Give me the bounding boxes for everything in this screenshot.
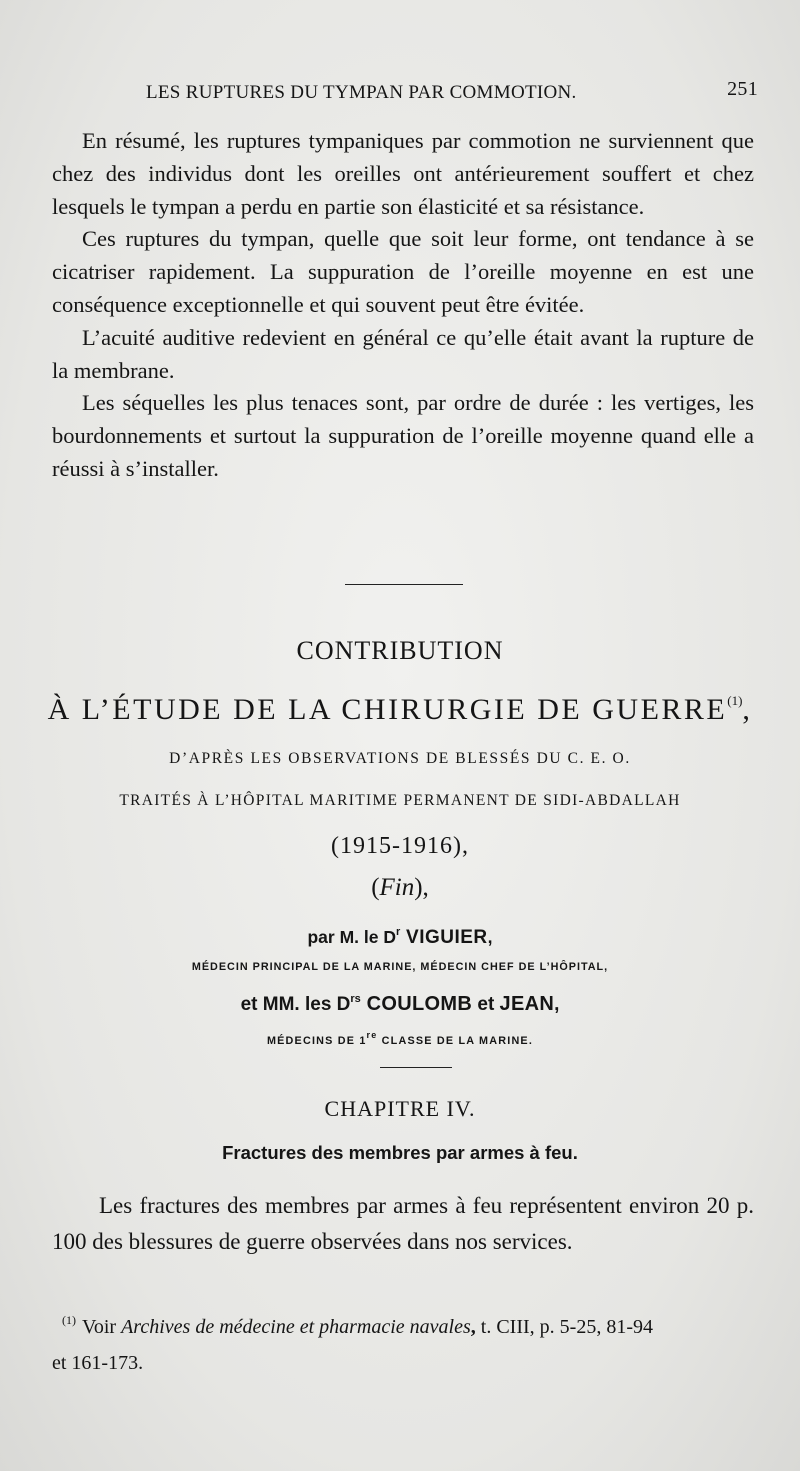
footnote-journal: Archives de médecine et pharmacie navales <box>121 1316 471 1338</box>
article-fin <box>0 874 800 902</box>
chapter-title: CHAPITRE IV. <box>324 1096 476 1121</box>
author2-role-suffix: CLASSE DE LA MARINE. <box>377 1035 534 1047</box>
title-comma: , <box>742 693 753 726</box>
footnote-mark: (1) <box>62 1313 76 1327</box>
author1-suffix: , <box>487 927 493 947</box>
page-number: 251 <box>727 78 758 100</box>
author-divider <box>380 1067 452 1068</box>
running-head <box>146 78 758 108</box>
chapter-subtitle: Fractures des membres par armes à feu. <box>222 1142 578 1163</box>
footnote-ref: (1) <box>727 693 743 708</box>
footnote-line-2: et 161-173. <box>52 1352 144 1374</box>
footnote-prefix: Voir <box>82 1316 122 1338</box>
author1-name: VIGUIER <box>400 927 488 948</box>
paragraph: Ces ruptures du tympan, quelle que soit leur forme, ont tendance à se cicatriser rapidement. La suppuration de l’oreille moyenne en est une conséquence exceptionnelle et qui souvent peut être évitée. <box>52 226 754 317</box>
author1-role: MÉDECIN PRINCIPAL DE LA MARINE, MÉDECIN CHEF DE L’HÔPITAL, <box>191 961 609 973</box>
article-subtitle-1: D’APRÈS LES OBSERVATIONS DE BLESSÉS DU C. E. O. <box>169 750 631 767</box>
paragraph: En résumé, les ruptures tympaniques par commotion ne surviennent que chez des individus dont les oreilles ont antérieurement souffert et chez lesquels le tympan a perdu en partie son élasticité et sa résistance. <box>52 128 754 219</box>
author2-name: COULOMB <box>360 993 473 1015</box>
author2-role <box>0 1030 800 1047</box>
author2-role-prefix: MÉDECINS DE 1 <box>266 1035 367 1047</box>
footnote-comma: , <box>470 1316 476 1338</box>
author1-sup: r <box>395 926 401 938</box>
author1-prefix: par M. le D <box>307 927 396 947</box>
article-subtitle-2: TRAITÉS À L’HÔPITAL MARITIME PERMANENT DE SIDI-ABDALLAH <box>119 792 681 809</box>
author-line-1 <box>0 926 800 949</box>
fin-open: ( <box>371 874 380 901</box>
running-title: LES RUPTURES DU TYMPAN PAR COMMOTION. <box>146 82 577 103</box>
paragraph: L’acuité auditive redevient en général ce qu’elle était avant la rupture de la membrane. <box>52 324 754 383</box>
article-title <box>0 693 800 727</box>
author2-role-sup: re <box>366 1030 378 1040</box>
chapter-text <box>52 1188 754 1260</box>
footnote <box>52 1302 762 1381</box>
footnote-details: t. CIII, p. 5-25, 81-94 <box>475 1316 653 1338</box>
section-divider <box>345 584 463 585</box>
paragraph: Les fractures des membres par armes à feu représentent environ 20 p. 100 des blessures de guerre observées dans nos services. <box>52 1193 754 1254</box>
paragraph: Les séquelles les plus tenaces sont, par ordre de durée : les vertiges, les bourdonnements et surtout la suppuration de l’oreille moyenne quand elle a réussi à s’installer. <box>52 390 754 481</box>
author-line-2 <box>0 993 800 1016</box>
author2-mid: et <box>472 994 500 1015</box>
article-title-text: À L’ÉTUDE DE LA CHIRURGIE DE GUERRE <box>47 693 728 726</box>
fin-word: Fin <box>379 874 415 901</box>
author2-name2: JEAN <box>499 993 555 1015</box>
author2-prefix: et MM. les D <box>240 994 351 1015</box>
author2-sup: rs <box>350 993 361 1005</box>
footnote-line-1 <box>62 1302 762 1345</box>
article-years: (1915-1916), <box>331 833 469 859</box>
conclusion-text <box>52 125 754 486</box>
fin-close: ), <box>414 874 429 901</box>
article-heading-contribution: CONTRIBUTION <box>296 636 504 665</box>
author2-suffix: , <box>554 994 560 1015</box>
